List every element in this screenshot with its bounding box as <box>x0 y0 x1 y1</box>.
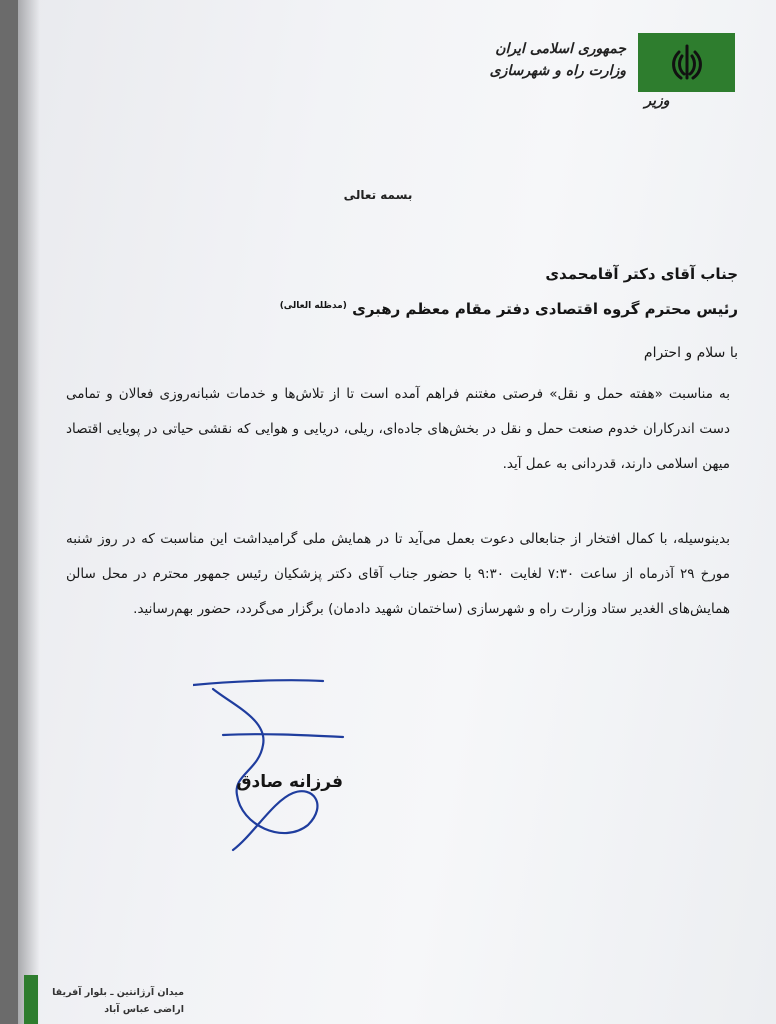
footer-line-2: اراضی عباس آباد <box>104 1004 184 1015</box>
footer-line-1: میدان آرژانتین ـ بلوار آفریقا <box>52 987 184 998</box>
page-edge-shadow <box>18 0 40 1024</box>
body-paragraph-1: به مناسبت «هفته حمل و نقل» فرصتی مغتنم فراهم آمده است تا از تلاش‌ها و خدمات شبانه‌روزی فعالان و تمامی دست اندرکاران خدوم صنعت حمل و نقل در بخش‌های جاده‌ای، ریلی، دریایی و هوایی که نقشی حیاتی در پویایی اقتصاد میهن اسلامی دارند، قدردانی به عمل آید. <box>66 386 730 472</box>
handwritten-signature <box>193 675 353 865</box>
iran-emblem-icon <box>638 33 735 92</box>
republic-name: جمهوری اسلامی ایران <box>495 41 626 57</box>
addressee-name: جناب آقای دکتر آقامحمدی <box>545 265 738 283</box>
ministry-name: وزارت راه و شهرسازی <box>489 63 626 79</box>
letterhead <box>468 38 626 82</box>
addressee-role: رئیس محترم گروه اقتصادی دفتر مقام معظم رهبری <box>352 300 738 318</box>
addressee-title <box>278 290 738 325</box>
emblem-glyph <box>664 40 710 86</box>
footer-address <box>44 984 184 1018</box>
footer-green-bar <box>24 975 38 1024</box>
bismillah: بسمه تعالی <box>343 188 413 202</box>
body-paragraph-2: بدینوسیله، با کمال افتخار از جنابعالی دعوت بعمل می‌آید تا در همایش ملی گرامیداشت این مناسبت که در روز شنبه مورخ ۲۹ آذرماه از ساعت ۷:۳۰ لغایت ۹:۳۰ با حضور جناب آقای دکتر پزشکیان رئیس جمهور محترم در محل سالن همایش‌های الغدیر ستاد وزارت راه و شهرسازی (ساختمان شهید دادمان) برگزار می‌گردد، حضور بهم‌رسانید. <box>66 531 731 617</box>
sender-position: وزیر <box>644 93 670 109</box>
addressee-block <box>278 258 738 325</box>
addressee-honorific: (مدظله العالی) <box>279 301 347 311</box>
signer-name: فرزانه صادق <box>236 772 343 792</box>
greeting: با سلام و احترام <box>643 345 738 361</box>
letter-page <box>18 0 776 1024</box>
